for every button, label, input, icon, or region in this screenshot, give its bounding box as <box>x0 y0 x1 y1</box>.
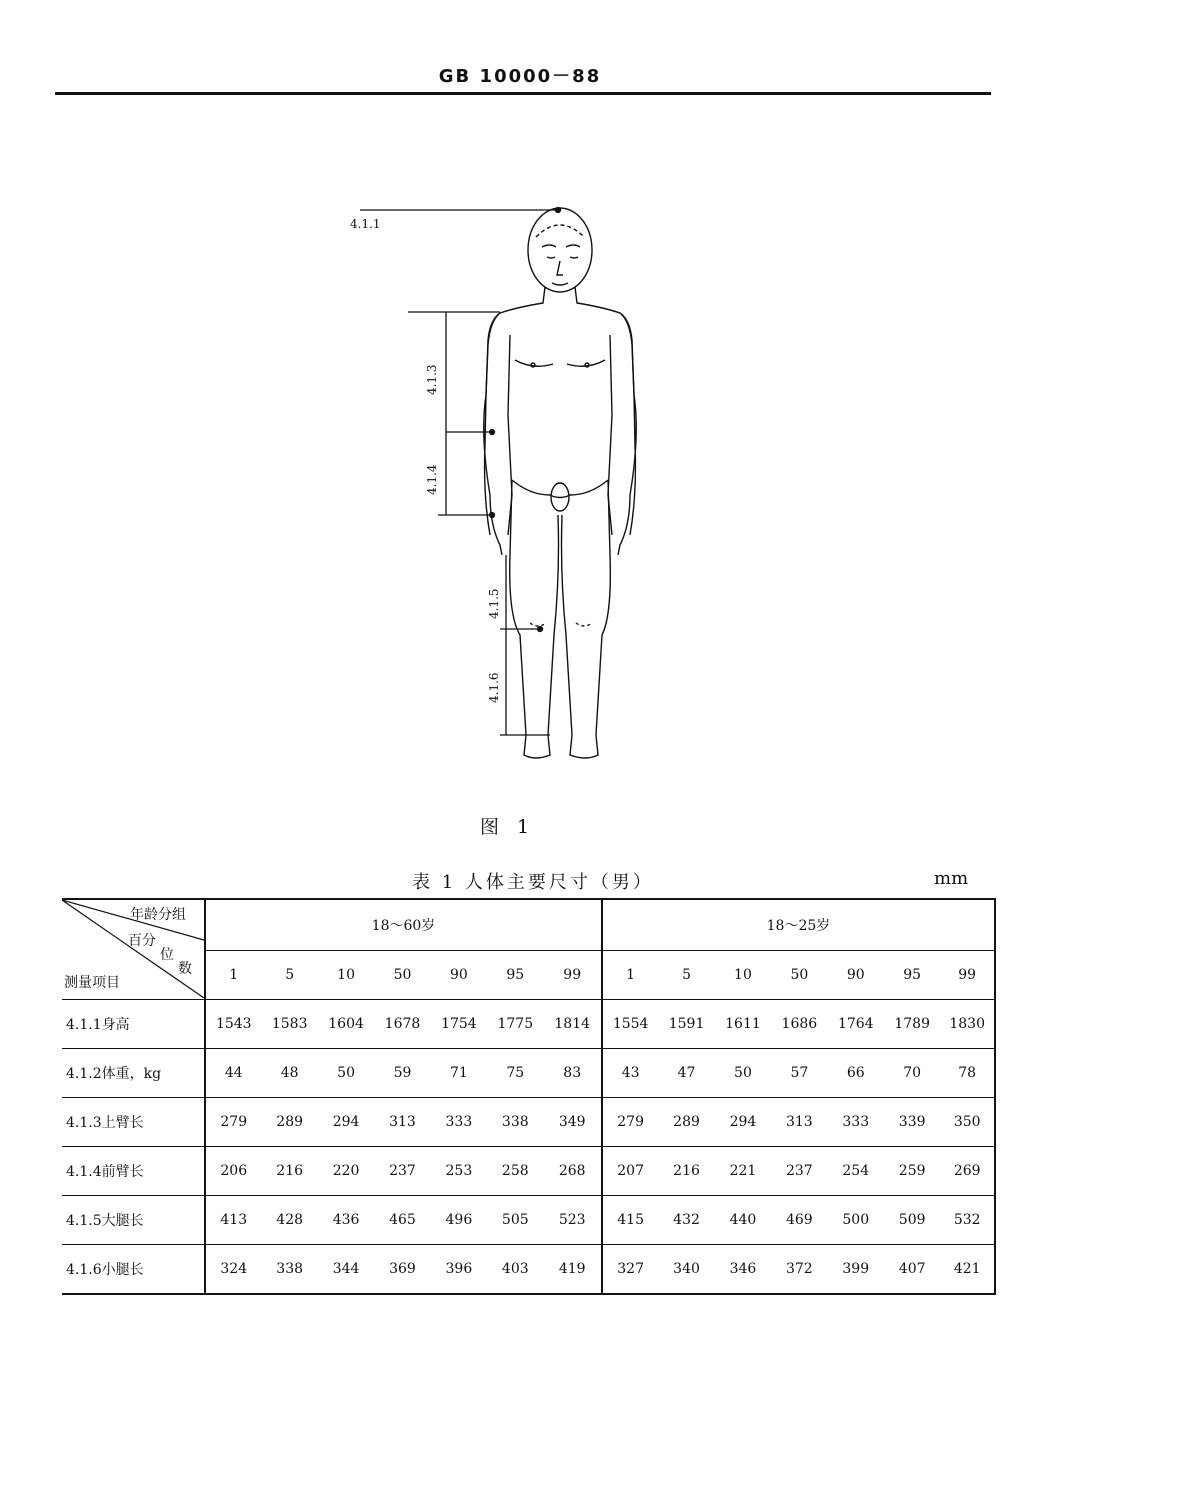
table-cell: 1830 <box>940 1000 995 1049</box>
row-label: 4.1.1身高 <box>62 1000 205 1049</box>
table-cell: 500 <box>828 1196 884 1245</box>
table-corner-cell <box>62 899 205 1000</box>
pct-header: 10 <box>318 951 374 1000</box>
label-4-1-5: 4.1.5 <box>487 588 501 619</box>
table-cell: 259 <box>884 1147 940 1196</box>
document-header-title: GB 10000－88 <box>438 66 602 87</box>
table-cell: 428 <box>261 1196 317 1245</box>
row-label: 4.1.5大腿长 <box>62 1196 205 1245</box>
table-cell: 396 <box>431 1245 487 1295</box>
pct-header: 99 <box>940 951 995 1000</box>
table-cell: 523 <box>544 1196 602 1245</box>
table-unit: mm <box>934 868 969 889</box>
corner-percentile-b: 位 <box>160 947 174 963</box>
table-body <box>62 1000 995 1295</box>
corner-percentile-c: 数 <box>178 961 192 977</box>
table-cell: 216 <box>658 1147 714 1196</box>
pct-header: 99 <box>544 951 602 1000</box>
corner-age-group: 年龄分组 <box>130 907 186 923</box>
table-cell: 339 <box>884 1098 940 1147</box>
pct-header: 90 <box>828 951 884 1000</box>
table-cell: 313 <box>771 1098 827 1147</box>
table-cell: 369 <box>374 1245 430 1295</box>
pct-header: 1 <box>205 951 261 1000</box>
table-cell: 469 <box>771 1196 827 1245</box>
table-cell: 66 <box>828 1049 884 1098</box>
table-cell: 289 <box>658 1098 714 1147</box>
table-cell: 421 <box>940 1245 995 1295</box>
pct-header: 1 <box>602 951 658 1000</box>
table-cell: 220 <box>318 1147 374 1196</box>
figure-caption: 图 1 <box>480 816 536 838</box>
table-cell: 432 <box>658 1196 714 1245</box>
table-cell: 253 <box>431 1147 487 1196</box>
table-cell: 294 <box>715 1098 771 1147</box>
pct-header: 10 <box>715 951 771 1000</box>
table-cell: 47 <box>658 1049 714 1098</box>
label-4-1-4: 4.1.4 <box>425 464 439 495</box>
human-body-figure <box>340 195 660 775</box>
table-cell: 221 <box>715 1147 771 1196</box>
table-cell: 1591 <box>658 1000 714 1049</box>
group-header-18-25: 18～25岁 <box>602 899 995 951</box>
table-cell: 75 <box>487 1049 543 1098</box>
table-cell: 419 <box>544 1245 602 1295</box>
table-cell: 1543 <box>205 1000 261 1049</box>
table-cell: 48 <box>261 1049 317 1098</box>
table-cell: 237 <box>771 1147 827 1196</box>
table-cell: 1554 <box>602 1000 658 1049</box>
pct-header: 95 <box>487 951 543 1000</box>
group-header-18-60: 18～60岁 <box>205 899 602 951</box>
label-4-1-1: 4.1.1 <box>350 217 381 231</box>
table-cell: 340 <box>658 1245 714 1295</box>
table-cell: 216 <box>261 1147 317 1196</box>
row-label: 4.1.3上臂长 <box>62 1098 205 1147</box>
table-cell: 254 <box>828 1147 884 1196</box>
table-cell: 349 <box>544 1098 602 1147</box>
table-cell: 313 <box>374 1098 430 1147</box>
table-cell: 206 <box>205 1147 261 1196</box>
table-cell: 399 <box>828 1245 884 1295</box>
table-cell: 440 <box>715 1196 771 1245</box>
pct-header: 50 <box>374 951 430 1000</box>
row-label: 4.1.6小腿长 <box>62 1245 205 1295</box>
table-cell: 207 <box>602 1147 658 1196</box>
table-cell: 268 <box>544 1147 602 1196</box>
table-cell: 258 <box>487 1147 543 1196</box>
table-cell: 279 <box>205 1098 261 1147</box>
table-cell: 43 <box>602 1049 658 1098</box>
label-4-1-3: 4.1.3 <box>425 364 439 395</box>
table-cell: 1686 <box>771 1000 827 1049</box>
table-cell: 1789 <box>884 1000 940 1049</box>
table-cell: 1604 <box>318 1000 374 1049</box>
table-cell: 436 <box>318 1196 374 1245</box>
table-row <box>62 1245 995 1295</box>
table-cell: 269 <box>940 1147 995 1196</box>
head-outline <box>528 208 592 292</box>
table-cell: 1611 <box>715 1000 771 1049</box>
table-cell: 338 <box>261 1245 317 1295</box>
table-caption: 表 1 人体主要尺寸（男） <box>412 872 654 893</box>
table-cell: 346 <box>715 1245 771 1295</box>
table-cell: 71 <box>431 1049 487 1098</box>
table-cell: 333 <box>828 1098 884 1147</box>
table-cell: 324 <box>205 1245 261 1295</box>
pct-header: 50 <box>771 951 827 1000</box>
table-cell: 350 <box>940 1098 995 1147</box>
table-row <box>62 1196 995 1245</box>
table-cell: 413 <box>205 1196 261 1245</box>
table-cell: 57 <box>771 1049 827 1098</box>
table-row <box>62 1098 995 1147</box>
table-cell: 59 <box>374 1049 430 1098</box>
table-cell: 338 <box>487 1098 543 1147</box>
body-dimensions-table <box>62 898 996 1295</box>
table-cell: 1764 <box>828 1000 884 1049</box>
table-cell: 1678 <box>374 1000 430 1049</box>
table-row <box>62 1147 995 1196</box>
table-cell: 83 <box>544 1049 602 1098</box>
pct-header: 90 <box>431 951 487 1000</box>
table-cell: 344 <box>318 1245 374 1295</box>
table-cell: 532 <box>940 1196 995 1245</box>
label-4-1-6: 4.1.6 <box>487 672 501 703</box>
table-cell: 294 <box>318 1098 374 1147</box>
table-cell: 237 <box>374 1147 430 1196</box>
table-cell: 1814 <box>544 1000 602 1049</box>
header-rule <box>55 92 991 95</box>
table-cell: 279 <box>602 1098 658 1147</box>
pct-header: 95 <box>884 951 940 1000</box>
corner-percentile-a: 百分 <box>128 933 156 949</box>
corner-item: 测量项目 <box>64 975 120 991</box>
table-cell: 1754 <box>431 1000 487 1049</box>
table-cell: 44 <box>205 1049 261 1098</box>
human-body-drawing <box>340 195 660 775</box>
table-cell: 1775 <box>487 1000 543 1049</box>
table-cell: 465 <box>374 1196 430 1245</box>
table-cell: 505 <box>487 1196 543 1245</box>
row-label: 4.1.2体重，kg <box>62 1049 205 1098</box>
table-cell: 70 <box>884 1049 940 1098</box>
table-row <box>62 1049 995 1098</box>
table-cell: 50 <box>715 1049 771 1098</box>
row-label: 4.1.4前臂长 <box>62 1147 205 1196</box>
table-cell: 415 <box>602 1196 658 1245</box>
table-cell: 403 <box>487 1245 543 1295</box>
table-row <box>62 1000 995 1049</box>
table-cell: 407 <box>884 1245 940 1295</box>
table-cell: 327 <box>602 1245 658 1295</box>
table-cell: 50 <box>318 1049 374 1098</box>
table-cell: 496 <box>431 1196 487 1245</box>
pct-header: 5 <box>658 951 714 1000</box>
pct-header: 5 <box>261 951 317 1000</box>
table-cell: 372 <box>771 1245 827 1295</box>
table-cell: 78 <box>940 1049 995 1098</box>
table-cell: 289 <box>261 1098 317 1147</box>
table-cell: 1583 <box>261 1000 317 1049</box>
table-cell: 333 <box>431 1098 487 1147</box>
table-cell: 509 <box>884 1196 940 1245</box>
